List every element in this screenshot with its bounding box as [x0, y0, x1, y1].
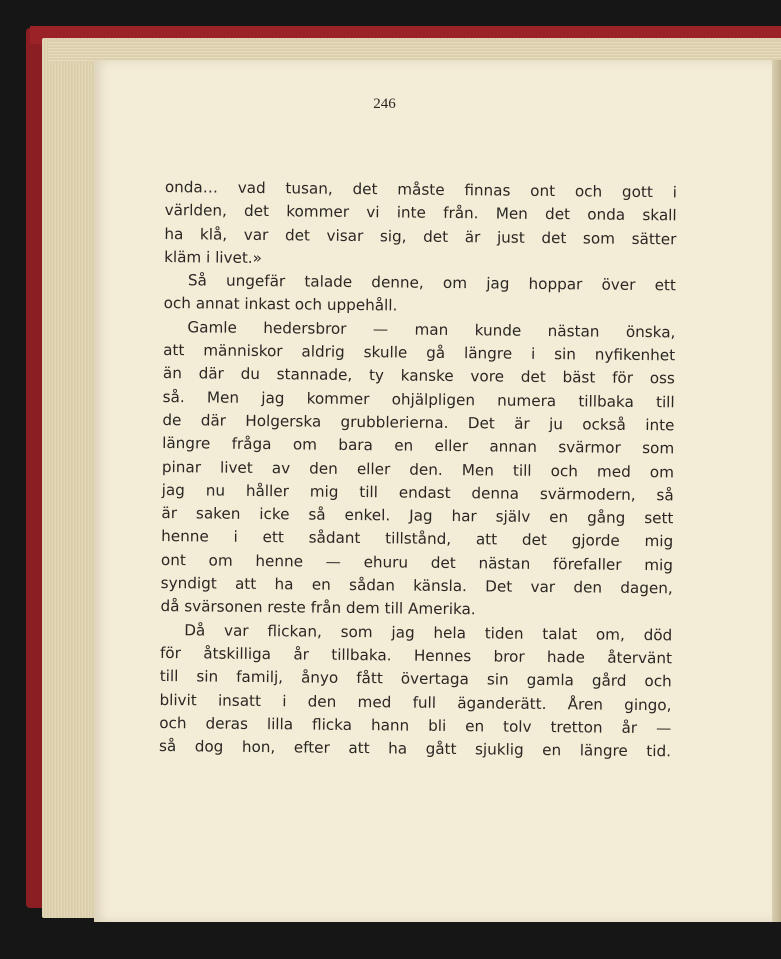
text-line: Så ungefär talade denne, om jag hoppar över ett [187, 271, 676, 295]
text-line: pinar livet av den eller den. Men till och med om [161, 457, 675, 481]
text-line: att människor aldrig skulle gå längre i sin nyfikenhet [163, 341, 676, 365]
text-line: till sin familj, ånyo fått övertaga sin gamla gård och [159, 667, 672, 691]
page-right-edge [772, 60, 781, 922]
text-line: Då var flickan, som jag hela tiden talat om, död [184, 620, 673, 644]
text-line: ont om henne — ehuru det nästan förefaller mig [160, 550, 674, 575]
text-line: så dog hon, efter att ha gått sjuklig en längre tid. [158, 737, 672, 761]
text-line: då svärsonen reste från dem till Amerika. [160, 597, 476, 619]
text-line: blivit insatt i den med full äganderätt. Åren gingo, [159, 690, 672, 714]
text-line: jag nu håller mig till endast denna svärmodern, så [161, 480, 674, 505]
text-line: och annat inkast och uppehåll. [163, 294, 398, 315]
text-line: Gamle hedersbror — man kunde nästan önska, [187, 318, 676, 342]
text-line: så. Men jag kommer ohjälpligen numera tillbaka till [162, 387, 675, 412]
body-text [159, 176, 677, 764]
text-line: de där Holgerska grubblerierna. Det är ju också inte [162, 410, 675, 435]
text-line: kläm i livet.» [164, 247, 263, 267]
text-line: för åtskilliga år tillbaka. Hennes bror hade återvänt [159, 643, 673, 668]
text-line: än där du stannade, ty kanske vore det bäst för oss [162, 364, 675, 388]
page-number: 246 [373, 96, 396, 112]
page-stack-top-edge [48, 40, 781, 62]
text-line: syndigt att ha en sådan känsla. Det var den dagen, [160, 574, 673, 598]
text-line: ha klå, var det visar sig, det är just det som sätter [164, 224, 677, 248]
text-line: onda… vad tusan, det måste finnas ont och gott i [164, 177, 677, 202]
text-line: världen, det kommer vi inte från. Men det onda skall [164, 201, 677, 225]
text-line: längre fråga om bara en eller annan svärmor som [162, 434, 675, 458]
text-line: och deras lilla flicka hann bli en tolv tretton år — [159, 713, 672, 738]
text-line: henne i ett sådant tillstånd, att det gjorde mig [161, 527, 674, 551]
text-line: är saken icke så enkel. Jag har själv en gång sett [161, 504, 674, 528]
